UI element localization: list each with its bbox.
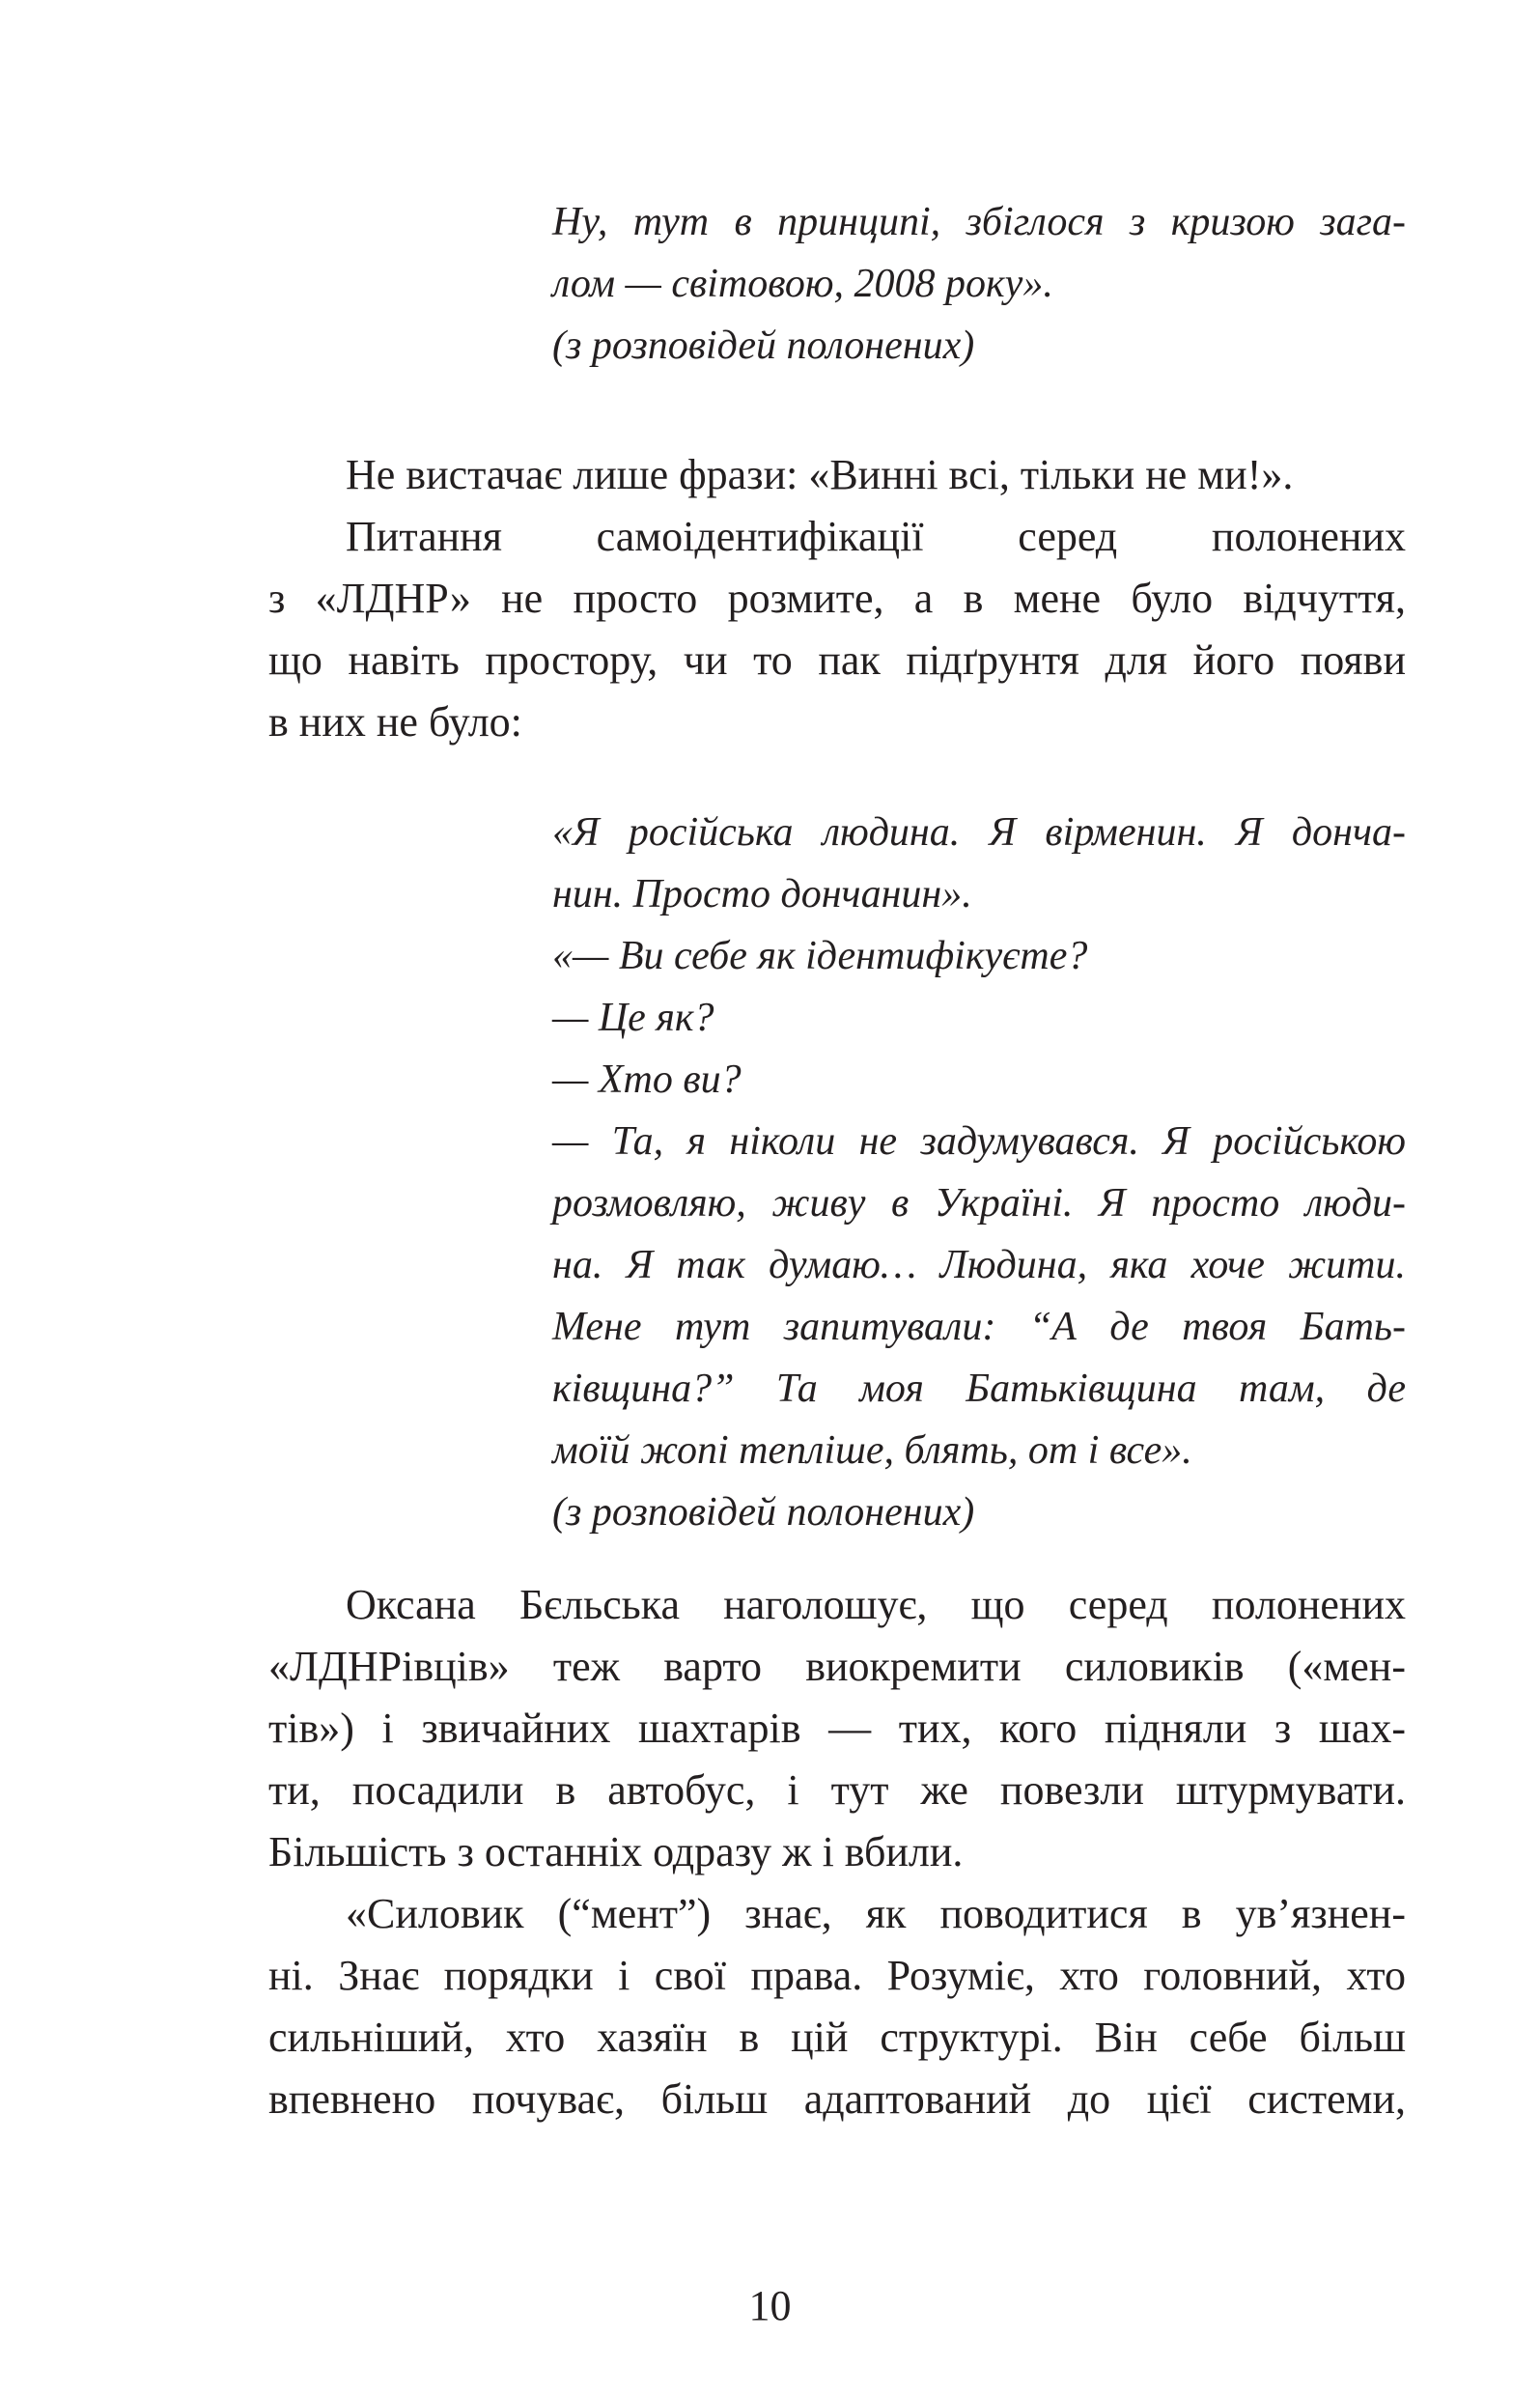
quote-line: — Та, я ніколи не задумувався. Я російською — [552, 1119, 1406, 1164]
paragraph-line: що навіть простору, чи то пак підґрунтя для його появи — [268, 636, 1406, 684]
quote-line: Мене тут запитували: “А де твоя Бать- — [552, 1305, 1406, 1349]
paragraph-line: Оксана Бєльська наголошує, що серед полонених — [346, 1581, 1406, 1628]
quote-line: «Я російська людина. Я вірменин. Я донча- — [552, 810, 1406, 855]
paragraph-line: з «ЛДНР» не просто розмите, а в мене було відчуття, — [268, 575, 1406, 622]
paragraph-line: Не вистачає лише фрази: «Винні всі, тільки не ми!». — [346, 451, 1294, 498]
paragraph-line: в них не було: — [268, 698, 522, 746]
quote-line: ківщина?” Та моя Батьківщина там, де — [552, 1367, 1406, 1411]
paragraph-line: Більшість з останніх одразу ж і вбили. — [268, 1828, 964, 1875]
paragraph-line: «ЛДНРівців» теж варто виокремити силовиків («мен- — [268, 1643, 1406, 1690]
quote-line: «— Ви себе як ідентифікуєте? — [552, 934, 1088, 978]
quote-line: розмовляю, живу в Україні. Я просто люди- — [552, 1181, 1406, 1226]
body-paragraphs-b — [268, 1574, 1406, 2130]
body-paragraphs-a — [268, 444, 1406, 753]
quote-line: лом — світовою, 2008 року». — [552, 262, 1053, 306]
paragraph-line: сильніший, хто хазяїн в цій структурі. Він себе більш — [268, 2014, 1406, 2061]
quote-line: моїй жопі тепліше, блять, от і все». — [552, 1428, 1192, 1473]
quote-line: Ну, тут в принципі, збіглося з кризою зага- — [552, 200, 1406, 244]
paragraph-line: ти, посадили в автобус, і тут же повезли штурмувати. — [268, 1766, 1406, 1814]
quote-line: — Хто ви? — [552, 1057, 742, 1102]
paragraph-line: ні. Знає порядки і свої права. Розуміє, хто головний, хто — [268, 1952, 1406, 1999]
paragraph-line: Питання самоідентифікації серед полонених — [346, 513, 1406, 560]
page-number: 10 — [748, 2282, 792, 2329]
quote-source: (з розповідей полонених) — [552, 324, 975, 368]
quote-line: на. Я так думаю… Людина, яка хоче жити. — [552, 1243, 1406, 1287]
quote-middle — [552, 802, 1406, 1543]
paragraph-line: «Силовик (“мент”) знає, як поводитися в ув’язнен- — [346, 1890, 1406, 1937]
paragraph-line: впевнено почуває, більш адаптований до цієї системи, — [268, 2075, 1406, 2123]
paragraph-line: тів») і звичайних шахтарів — тих, кого підняли з шах- — [268, 1705, 1406, 1752]
quote-source: (з розповідей полонених) — [552, 1490, 975, 1535]
quote-line: нин. Просто дончанин». — [552, 872, 972, 916]
quote-line: — Це як? — [552, 996, 714, 1040]
quote-top — [552, 191, 1406, 377]
